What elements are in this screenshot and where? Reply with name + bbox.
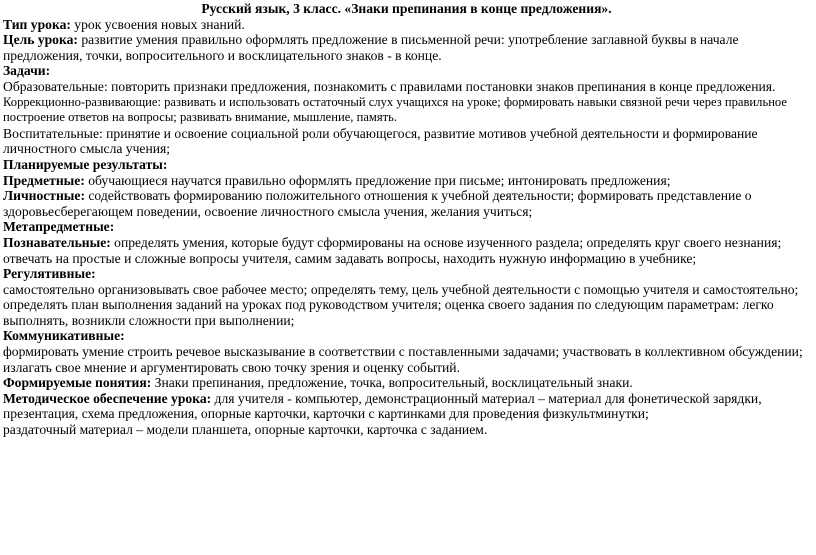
- tasks-upbringing: Воспитательные: принятие и освоение социальной роли обучающегося, развитие мотивов учебной деятельности и формирование личностного смысла учения;: [3, 125, 758, 157]
- lesson-type-text: урок усвоения новых знаний.: [70, 16, 245, 32]
- results-personal-label: Личностные:: [3, 188, 85, 204]
- document-title: Русский язык, 3 класс. «Знаки препинания в конце предложения».: [201, 1, 612, 16]
- concepts: [3, 375, 810, 391]
- results-cognitive-label: Познавательные:: [3, 234, 111, 250]
- lesson-type: [3, 17, 810, 33]
- results-regulative-heading: Регулятивные:: [3, 266, 96, 282]
- results-subject-text: обучающиеся научатся правильно оформлять предложение при письме; интонировать предложения;: [84, 172, 671, 188]
- results-regulative-text: самостоятельно организовывать свое рабочее место; определять тему, цель учебной деятельности с помощью учителя и самостоятельно; определять план выполнения заданий на уроках под руководством учителя; оценка своего задания по следующим параметрам: легко выполнять, возникли сложности при выполнении;: [3, 281, 799, 328]
- lesson-goal-text: развитие умения правильно оформлять предложение в письменной речи: употребление заглавной буквы в начале предложения, точки, вопросительного и восклицательного знаков - в конце.: [3, 32, 739, 63]
- results-cognitive: [3, 235, 810, 266]
- results-heading: Планируемые результаты:: [3, 156, 168, 172]
- tasks-heading: Задачи:: [3, 63, 51, 79]
- results-subject: [3, 173, 810, 189]
- results-meta-heading: Метапредметные:: [3, 219, 115, 235]
- lesson-type-label: Тип урока:: [3, 16, 71, 32]
- concepts-label: Формируемые понятия:: [3, 375, 152, 391]
- results-cognitive-text: определять умения, которые будут сформированы на основе изученного раздела; определять круг своего незнания; отвечать на простые и сложные вопросы учителя, самим задавать вопросы, находить нужную информацию в учебнике;: [3, 234, 782, 266]
- tasks-correctional: Коррекционно-развивающие: развивать и использовать остаточный слух учащихся на уроке; формировать навыки связной речи через правильное построение ответов на вопросы; развивать внимание, мышление, память.: [3, 94, 787, 125]
- tasks-educational: Образовательные: повторить признаки предложения, познакомить с правилами постановки знаков препинания в конце предложения.: [3, 78, 776, 94]
- methodical-text-2: раздаточный материал – модели планшета, опорные карточки, карточка с заданием.: [3, 422, 488, 438]
- lesson-goal-label: Цель урока:: [3, 32, 78, 48]
- results-personal: [3, 188, 810, 219]
- lesson-goal: [3, 32, 810, 63]
- results-personal-text: содействовать формированию положительного отношения к учебной деятельности; формировать представление о здоровьесберегающем поведении, освоение личностного смысла учения, желания учиться;: [3, 188, 752, 219]
- methodical-text: для учителя - компьютер, демонстрационный материал – материал для фонетической зарядки, презентация, схема предложения, опорные карточки, карточки с картинками для проведения физкультминутки;: [3, 390, 762, 422]
- results-subject-label: Предметные:: [3, 172, 85, 188]
- methodical: [3, 391, 810, 422]
- concepts-text: Знаки препинания, предложение, точка, вопросительный, восклицательный знаки.: [151, 375, 633, 391]
- results-communicative-text: формировать умение строить речевое высказывание в соответствии с поставленными задачами; участвовать в коллективном обсуждении; излагать свое мнение и аргументировать свою точку зрения и оценку событий.: [3, 344, 803, 375]
- methodical-label: Методическое обеспечение урока:: [3, 390, 212, 406]
- results-communicative-heading: Коммуникативные:: [3, 328, 125, 344]
